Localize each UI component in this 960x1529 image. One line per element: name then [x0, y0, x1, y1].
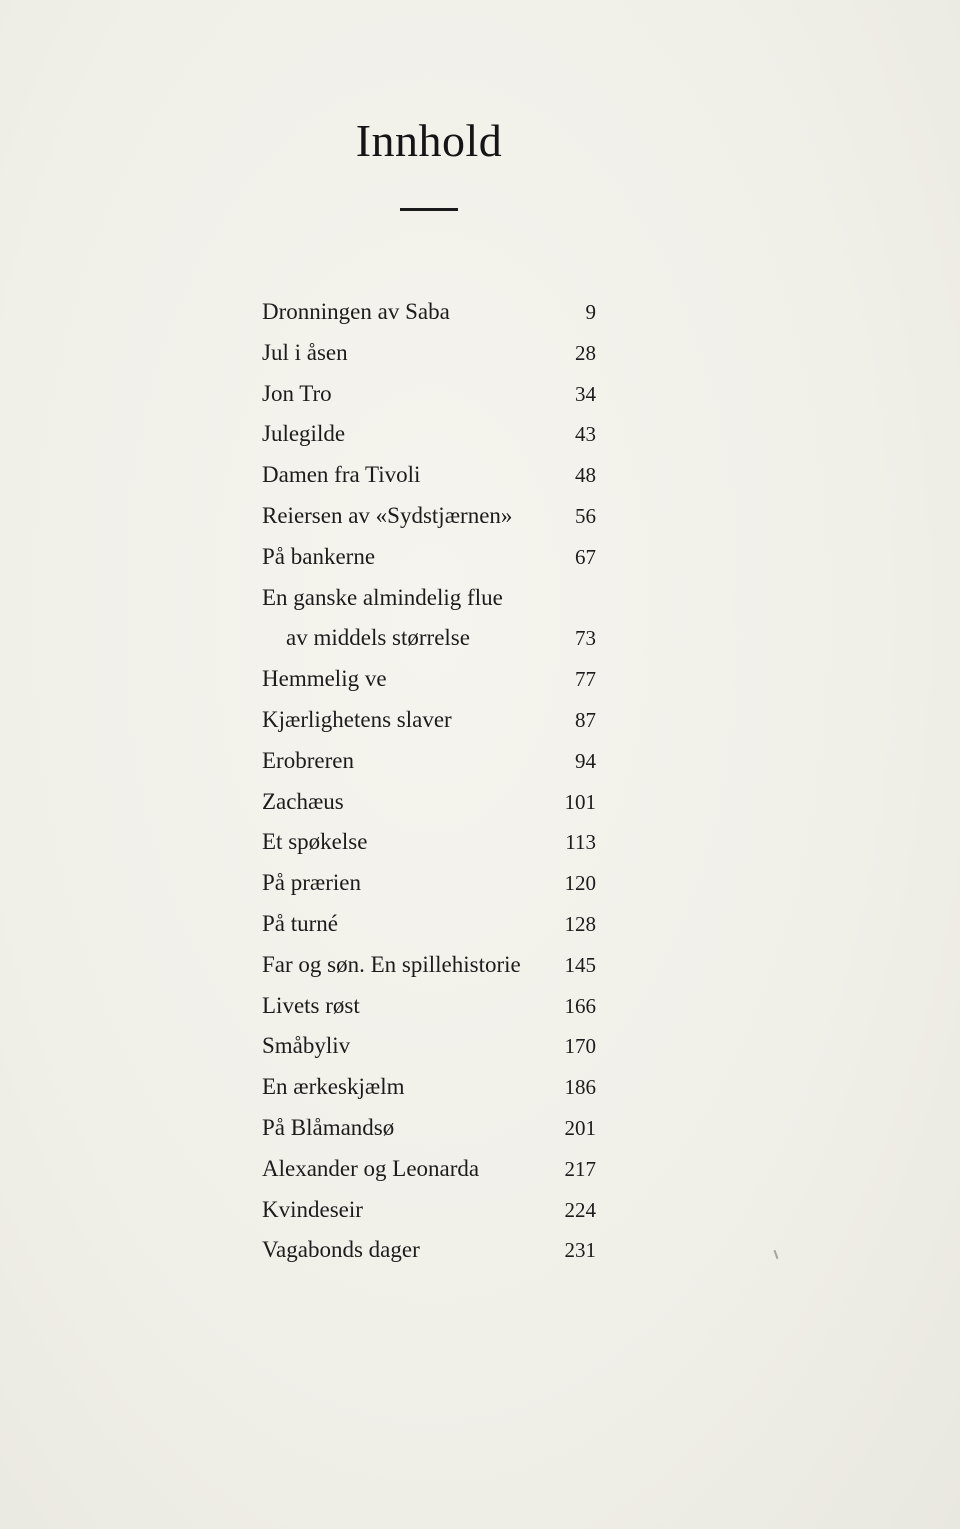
toc-entry-page: 73	[575, 626, 596, 651]
toc-entry	[262, 578, 598, 619]
toc-entry	[262, 1108, 598, 1149]
toc-entry-page: 94	[575, 748, 596, 773]
toc-entry	[262, 945, 598, 986]
toc-entry-title: Erobreren	[262, 747, 354, 773]
toc-entry-page: 9	[585, 300, 596, 324]
toc-entry	[262, 822, 598, 863]
toc-entry-page: 113	[565, 830, 596, 855]
toc-entry-title: Småbyliv	[262, 1033, 351, 1059]
toc-entry-page: 224	[564, 1197, 596, 1222]
paper-speck	[774, 1250, 779, 1259]
toc-entry-title: På bankerne	[262, 543, 376, 569]
toc-entry	[262, 700, 598, 741]
toc-entry	[262, 1230, 598, 1271]
toc-entry	[262, 455, 598, 496]
toc-entry	[262, 986, 598, 1027]
toc-entry	[262, 741, 598, 782]
toc-entry	[262, 496, 598, 537]
toc-entry-page: 56	[575, 503, 596, 528]
toc-entry-page: 217	[564, 1156, 596, 1181]
toc-entry-title: Dronningen av Saba	[262, 299, 450, 324]
toc-entry-title: Vagabonds dager	[262, 1237, 420, 1263]
toc-entry-page: 77	[575, 667, 596, 692]
toc-entry	[262, 659, 598, 700]
toc-entry-title: Damen fra Tivoli	[262, 462, 421, 488]
toc-entry-title: På turné	[262, 910, 339, 936]
toc-entry-title: Hemmelig ve	[262, 666, 387, 692]
toc-entry	[262, 333, 598, 374]
toc-entry-page: 43	[575, 422, 596, 447]
toc-entry-title: Jon Tro	[262, 380, 332, 406]
toc-entry-title-continued: av middels størrelse	[286, 625, 470, 651]
toc-entry-page: 34	[575, 381, 596, 406]
toc-entry	[262, 537, 598, 578]
toc-entry	[262, 1067, 598, 1108]
toc-entry-page: 170	[564, 1034, 596, 1059]
toc-entry	[262, 863, 598, 904]
toc-entry	[262, 414, 598, 455]
toc-entry-page: 67	[575, 544, 596, 569]
toc-entry-title: På prærien	[262, 870, 362, 896]
page-title: Innhold	[355, 115, 503, 166]
toc-entry-page: 128	[564, 911, 596, 936]
toc-entry-page: 186	[564, 1075, 596, 1100]
title-rule	[400, 208, 458, 211]
toc-entry-title: Kjærlighetens slaver	[262, 706, 452, 732]
toc-entry-page: 166	[564, 993, 596, 1018]
toc-entry-title: Jul i åsen	[262, 339, 348, 365]
toc-entry-title: Kvindeseir	[262, 1196, 363, 1222]
toc-entry-page: 201	[564, 1115, 596, 1140]
toc-entry	[262, 1149, 598, 1190]
toc-entry-title: Alexander og Leonarda	[262, 1155, 480, 1181]
toc-entry-page: 231	[564, 1238, 596, 1263]
table-of-contents	[262, 292, 598, 1271]
toc-entry	[262, 292, 598, 333]
toc-entry-page: 120	[564, 871, 596, 896]
toc-entry-page: 48	[575, 463, 596, 488]
toc-entry-page: 87	[575, 707, 596, 732]
toc-entry-title: Far og søn. En spillehistorie	[262, 951, 521, 977]
toc-entry-title: Reiersen av «Sydstjærnen»	[262, 502, 513, 528]
toc-entry	[262, 904, 598, 945]
toc-entry	[262, 374, 598, 415]
toc-entry-title: Julegilde	[262, 421, 346, 447]
toc-entry-title: En ganske almindelig flue	[262, 584, 503, 610]
toc-entry-page: 101	[564, 789, 596, 814]
toc-entry-page: 28	[575, 340, 596, 365]
toc-entry	[262, 1026, 598, 1067]
toc-entry-title: Zachæus	[262, 788, 344, 814]
toc-entry-title: Et spøkelse	[262, 829, 368, 855]
toc-entry	[262, 618, 598, 659]
toc-entry-title: Livets røst	[262, 992, 360, 1018]
toc-entry-title: På Blåmandsø	[262, 1114, 395, 1140]
toc-entry	[262, 782, 598, 823]
toc-entry-title: En ærkeskjælm	[262, 1074, 405, 1100]
toc-entry	[262, 1190, 598, 1231]
toc-entry-page: 145	[564, 952, 596, 977]
